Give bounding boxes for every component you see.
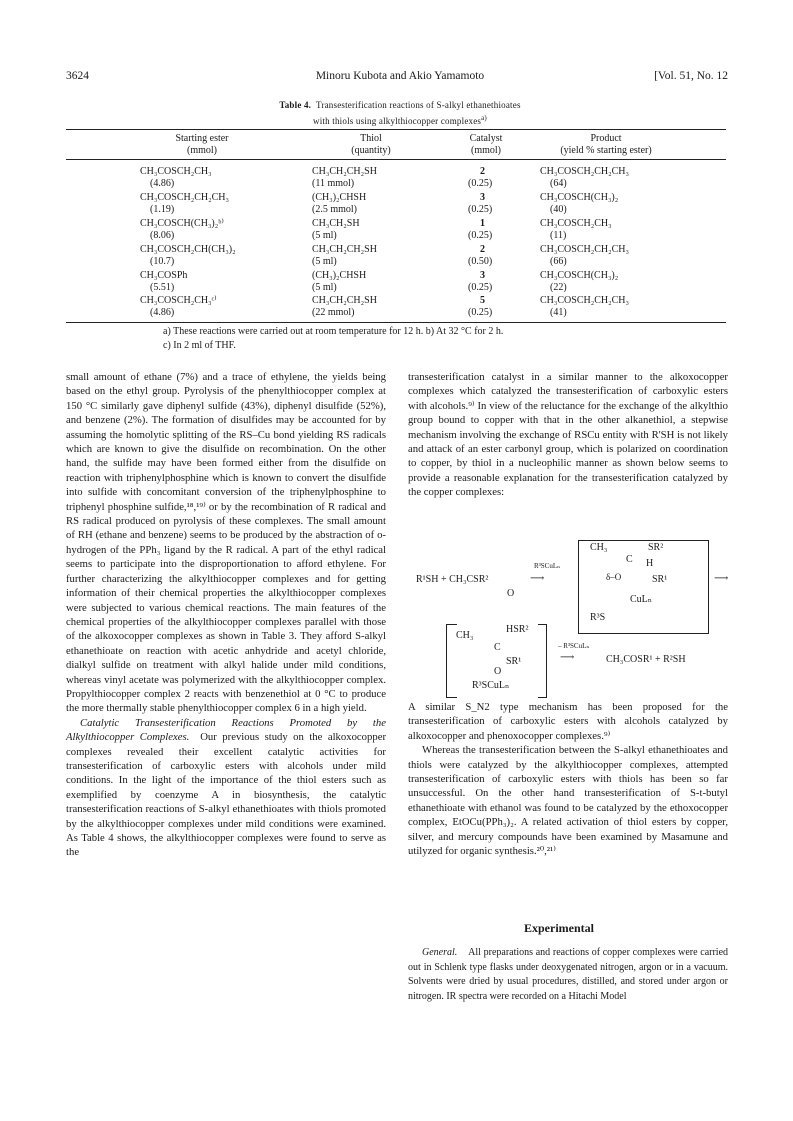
i1-sr1: SR¹ bbox=[652, 574, 668, 585]
page-number: 3624 bbox=[66, 70, 89, 82]
scheme-elimination-label: – R³SCuLₙ bbox=[558, 642, 590, 650]
running-authors: Minoru Kubota and Akio Yamamoto bbox=[315, 70, 485, 82]
i2-methyl: CH₃ bbox=[456, 630, 474, 641]
right-column-top bbox=[408, 370, 728, 500]
i1-sr2: SR² bbox=[648, 542, 664, 553]
table-rule-top bbox=[66, 129, 726, 130]
table-footnote-2: c) In 2 ml of THF. bbox=[163, 340, 236, 351]
scheme-arrow-3: ⟶ bbox=[560, 652, 575, 663]
section-subhead: Catalytic Transesterification Reactions Promoted by the Alkylthiocopper Complexes. bbox=[66, 716, 386, 744]
table-rule-mid bbox=[66, 159, 726, 160]
i2-copper: R³SCuLₙ bbox=[472, 680, 510, 691]
body-paragraph: small amount of ethane (7%) and a trace of ethylene, the yields being based on the ethyl group. Pyrolysis of the phenylthiocopper complex at 150 °C similarly gave diphenyl sulfide (43%), diphenyl disulfide (52%), and benzene (2%). The formation of disulfides may be accounted for by assuming the homolytic splitting of the RS–Cu bond yielding RS radicals which are known to give the disulfide on recombination. On the other hand, the sulfide may have been formed either from the disulfide on reaction with triphenylphosphine which is known to convert the disulfide into sulfide with concomitant conversion of the triphenylphosphine to triphenyl phosphine sulfide,¹⁸,¹⁹⁾ or by the recombination of R radical and RS radical produced on pyrolysis of these complexes. The small amount of RH (ethane and benzene) seems to be produced by the abstraction of o-hydrogen of the PPh₃ ligand by the R radical. A part of the ethyl radical seems to participate into the disproportionation to afford ethylene. For further characterizing the alkylthiocopper complexes and for getting information of their chemical properties the alkylthiocopper complexes were subjected to various chemical reactions. The main features of the chemical properties of the alkylthiocopper complexes parallel with those of the alkoxocopper complexes as shown in Table 3. They afford S-alkyl ethanethioate on reaction with acetic anhydride and acetyl chloride, dialkyl sulfide on treatment with alkyl halide under mild conditions, whereas vinyl acetate was polymerized with the alkylthiocopper complex. Propylthiocopper complex 2 reacts with benzenethiol at 0 °C to produce the more thermally stable phenylthiocopper complex 6 in a high yield. bbox=[66, 371, 386, 715]
right-column-bottom bbox=[408, 700, 728, 858]
scheme-products: CH₃COSR¹ + R²SH bbox=[606, 654, 686, 665]
body-paragraph: transesterification catalyst in a similar manner to the alkoxocopper complexes which catalyzed the transesterification of carboxylic esters with alcohols.⁹⁾ In view of the reluctance for the exchange of the alkylthio group bound to copper with that in the other alkanethiol, a stepwise mechanism involving the exchange of RSCu entity with R'SH is not likely and attack of an ester carbonyl group, which is polarized on coordination to copper, by thiol in a nucleophilic manner as shown below seems to provide a reasonable explanation for the transesterification catalyzed by the copper complexes: bbox=[408, 371, 728, 499]
col-header-catalyst: Catalyst (mmol) bbox=[469, 133, 503, 156]
general-paragraph: All preparations and reactions of copper complexes were carried out in Schlenk type flasks under deoxygenated nitrogen, argon or in a vacuum. Solvents were dried by usual procedures, distilled, and stored under argon or nitrogen. IR spectra were recorded on a Hitachi Model bbox=[408, 947, 729, 1002]
i1-oxygen: δ–O bbox=[606, 572, 622, 582]
body-paragraph: A similar S_N2 type mechanism has been proposed for the transesterification of carboxylic esters with alcohols catalyzed by alkoxocopper and phenoxocopper complexes.⁹⁾ bbox=[408, 701, 728, 742]
i1-copper: CuLₙ bbox=[630, 594, 653, 605]
i1-r3s: R³S bbox=[590, 612, 606, 623]
col-header-thiol: Thiol (quantity) bbox=[351, 133, 391, 156]
body-paragraph: Whereas the transesterification between the S-alkyl ethanethioates and thiols were catalyzed by the alkylthiocopper complexes, attempted transesterification of carboxylic esters with thiols has been so far unsuccessful. On the other hand transesterification of S-t-butyl ethanethioate with ethanol was found to be catalyzed by the ethoxocopper complex, EtOCu(PPh₃)₂. A related activation of thiol esters by copper, silver, and mercury compounds have been examined by Masamune and utilyzed for organic synthesis.²⁰,²¹⁾ bbox=[408, 744, 728, 858]
i2-sr1: SR¹ bbox=[506, 656, 522, 667]
table-rule-bottom bbox=[66, 322, 726, 323]
intermediate2-bracket-right bbox=[538, 624, 547, 698]
col-header-product: Product (yield % starting ester) bbox=[560, 133, 652, 156]
i1-hydrogen: H bbox=[646, 558, 654, 569]
general-label: General. bbox=[422, 947, 458, 958]
table-title-line1: Transesterification reactions of S-alkyl ethanethioates bbox=[316, 100, 521, 110]
journal-volume: [Vol. 51, No. 12 bbox=[654, 70, 728, 82]
table-footnote-1: a) These reactions were carried out at room temperature for 12 h. b) At 32 °C for 2 h. bbox=[163, 326, 504, 337]
i2-carbon: C bbox=[494, 642, 501, 653]
scheme-reactants: R¹SH + CH₃CSR² bbox=[416, 574, 489, 585]
intermediate-bracket-right bbox=[700, 540, 709, 634]
table-title-line2: with thiols using alkylthiocopper complexes bbox=[313, 116, 482, 126]
col-header-ester: Starting ester (mmol) bbox=[175, 133, 229, 156]
i1-carbon: C bbox=[626, 554, 633, 565]
i2-hsr2: HSR² bbox=[506, 624, 529, 635]
i2-oxygen: O bbox=[494, 666, 502, 677]
table-label: Table 4. bbox=[279, 100, 312, 110]
body-paragraph: Catalytic Transesterification Reactions Promoted by the Alkylthiocopper Complexes. Our previous study on the alkoxocopper complexes revealed their excellent catalytic activities for transesterification of carboxylic esters with alcohols under mild conditions. In the light of the importance of the thiol esters such as exemplified by coenzyme A in biosynthesis, the catalytic transesterification reactions of S-alkyl ethanethioates with thiols promoted by the alkylthiocopper complexes under mild conditions were examined. As Table 4 shows, the alkylthiocopper complexes were found to serve as the bbox=[66, 716, 387, 859]
i1-methyl: CH₃ bbox=[590, 542, 608, 553]
scheme-arrow-2: ⟶ bbox=[714, 573, 729, 584]
experimental-text bbox=[408, 946, 728, 1004]
table-caption bbox=[120, 99, 680, 128]
table-title-note: a) bbox=[481, 114, 487, 122]
section-title-experimental: Experimental bbox=[524, 921, 594, 935]
scheme-carbonyl-o: O bbox=[507, 588, 515, 599]
scheme-arrow-1: ⟶ bbox=[530, 573, 545, 584]
reaction-scheme bbox=[410, 538, 740, 698]
scheme-catalyst-label: R³SCuLₙ bbox=[534, 562, 561, 570]
left-column bbox=[66, 370, 386, 860]
